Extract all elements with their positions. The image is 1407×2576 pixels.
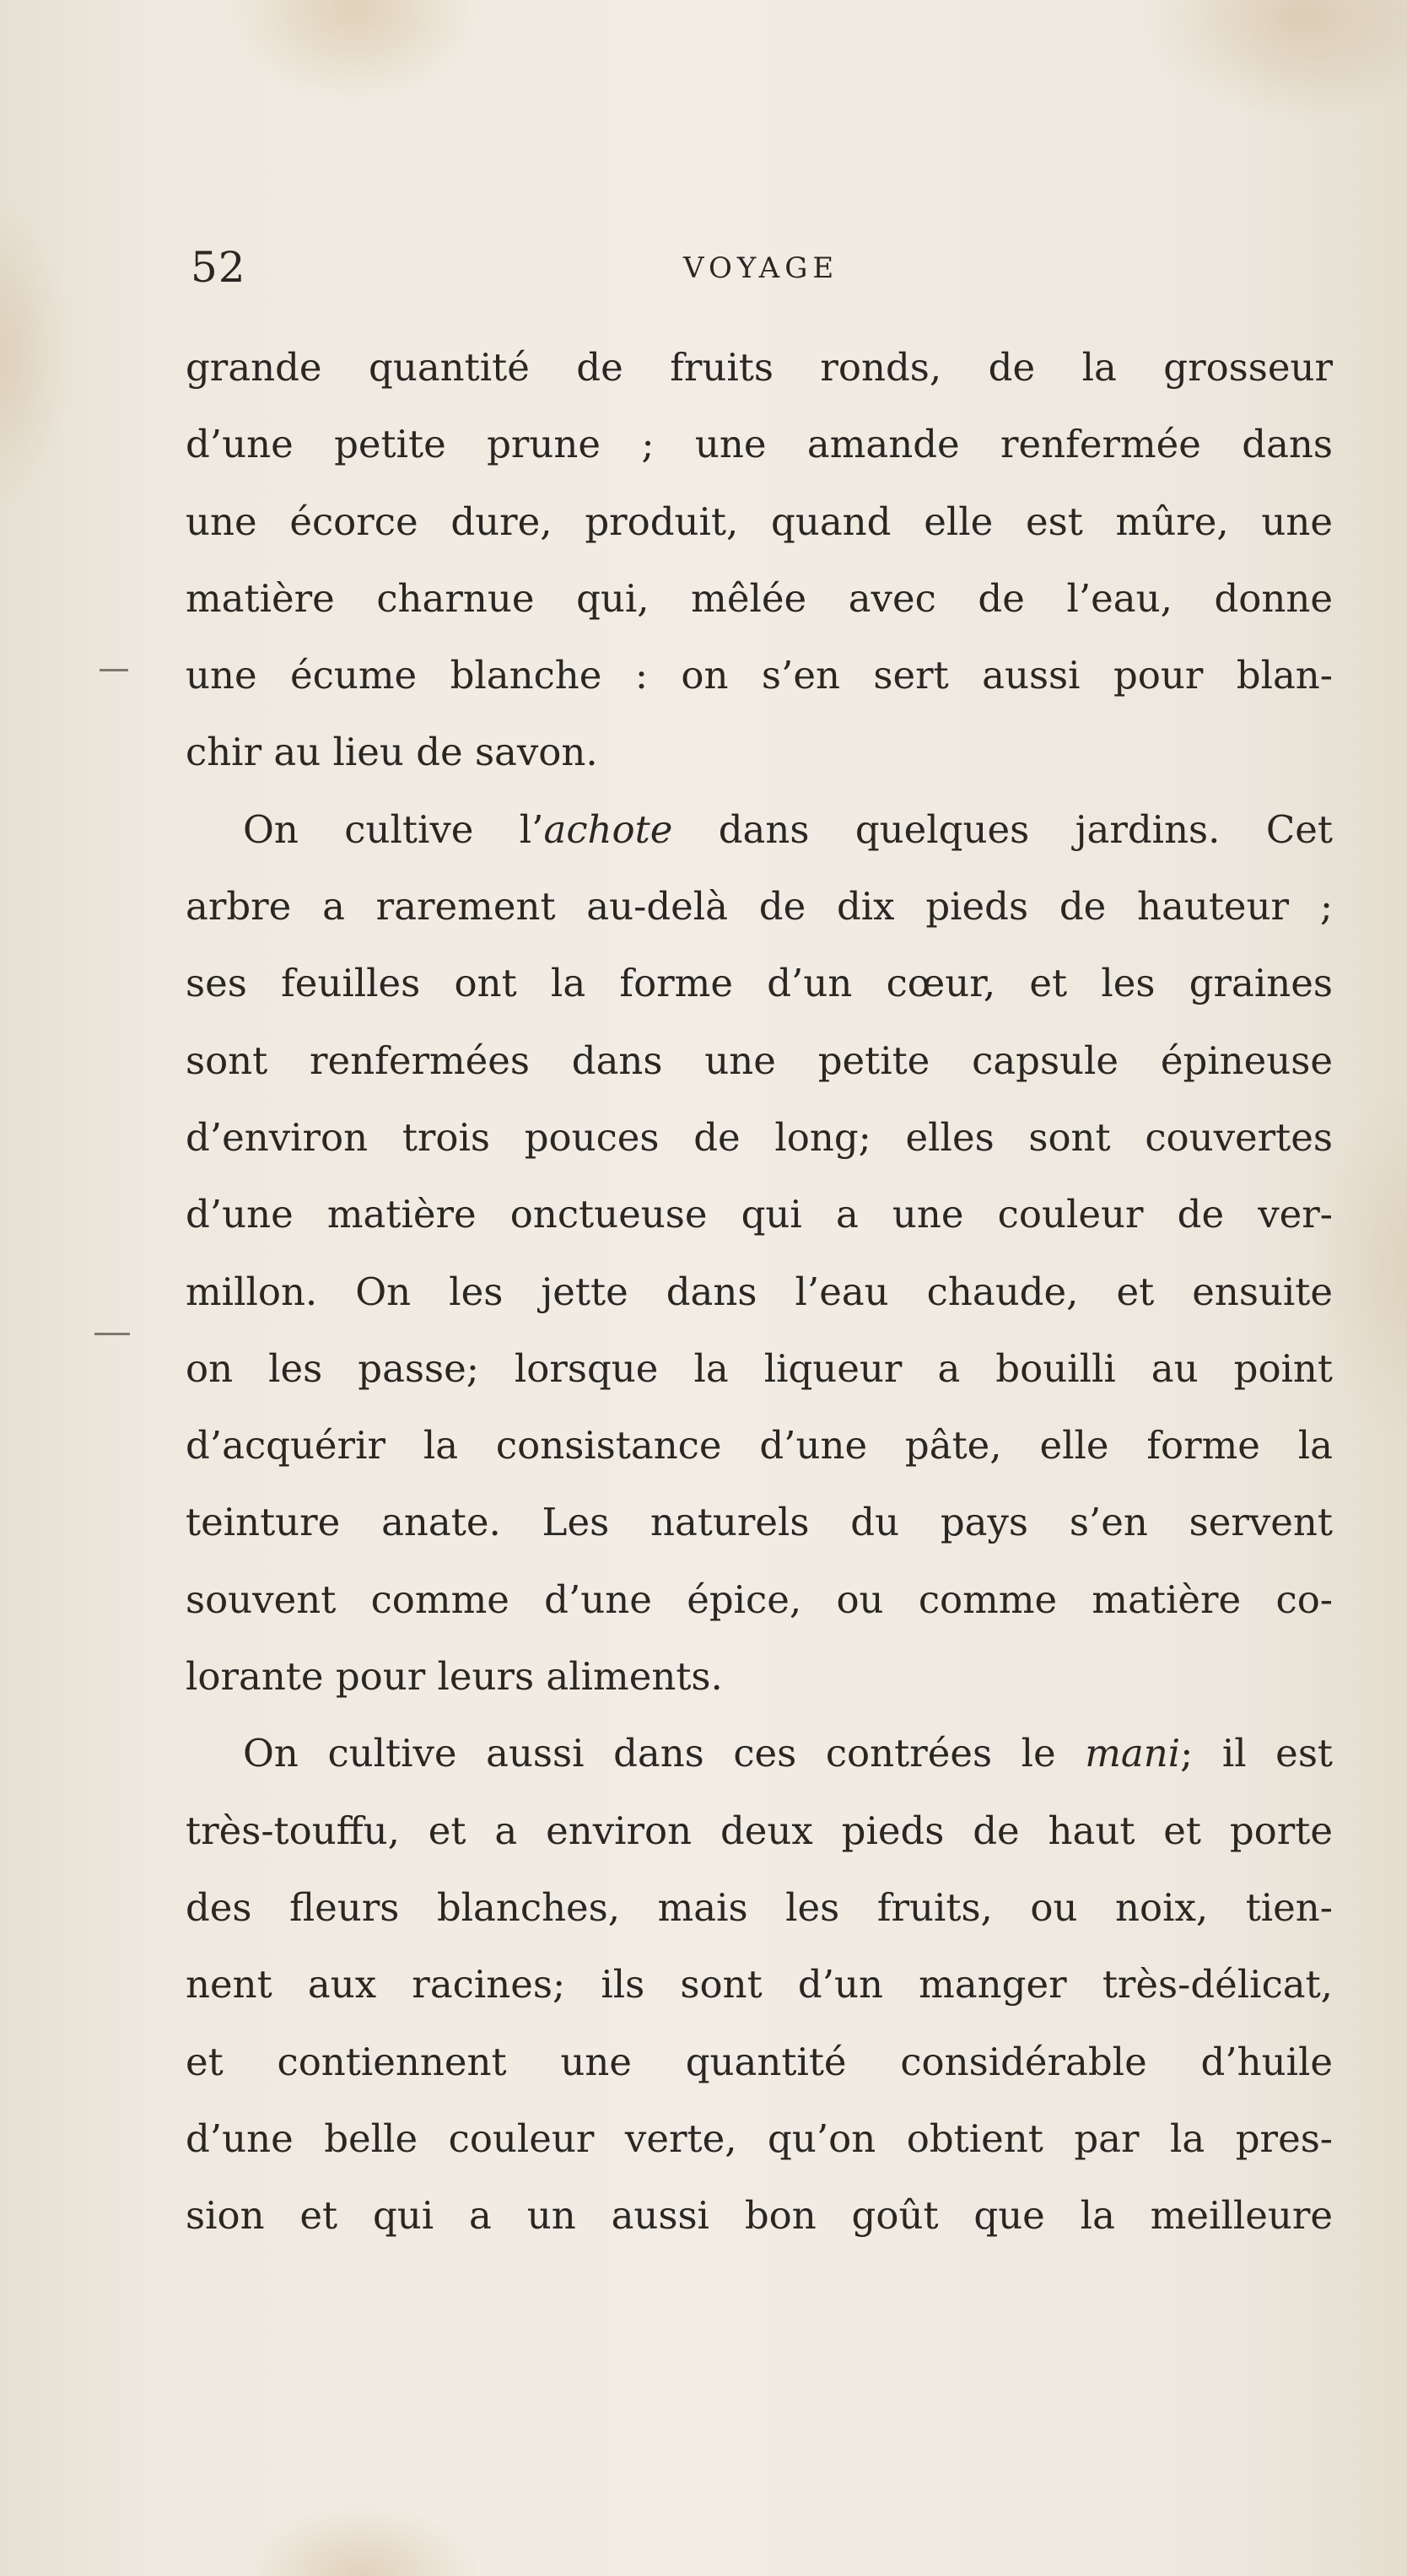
text-line: teinture anate. Les naturels du pays s’en servent [186, 1500, 1333, 1545]
margin-mark [94, 1333, 130, 1335]
margin-mark [100, 669, 128, 671]
text-line: d’une belle couleur verte, qu’on obtient par la pres- [186, 2115, 1333, 2161]
text-line: arbre a rarement au-delà de dix pieds de hauteur ; [186, 884, 1333, 930]
text-line: une écume blanche : on s’en sert aussi pour blan- [186, 653, 1333, 698]
text-line: nent aux racines; ils sont d’un manger très-délicat, [186, 1962, 1333, 2007]
text-line: chir au lieu de savon. [186, 730, 598, 775]
paragraph-start-line: On cultive l’achote dans quelques jardins. Cet [243, 806, 1333, 852]
text-line: souvent comme d’une épice, ou comme matière co- [186, 1576, 1333, 1622]
paragraph-start-line: On cultive aussi dans ces contrées le mani; il est [243, 1731, 1333, 1776]
text-line: lorante pour leurs aliments. [186, 1654, 723, 1700]
text-line: d’une petite prune ; une amande renfermée dans [186, 422, 1333, 467]
text-line: d’une matière onctueuse qui a une couleur de ver- [186, 1192, 1333, 1237]
text-line: d’acquérir la consistance d’une pâte, elle forme la [186, 1423, 1333, 1469]
text-line: millon. On les jette dans l’eau chaude, et ensuite [186, 1269, 1333, 1314]
text-line: ses feuilles ont la forme d’un cœur, et les graines [186, 961, 1333, 1006]
running-title: VOYAGE [683, 251, 839, 285]
text-line: et contiennent une quantité considérable d’huile [186, 2039, 1333, 2084]
text-line: matière charnue qui, mêlée avec de l’eau, donne [186, 575, 1333, 621]
italic-term: achote [543, 806, 673, 852]
page-number: 52 [191, 243, 246, 292]
text-line: très-touffu, et a environ deux pieds de haut et porte [186, 1808, 1333, 1853]
text-line: des fleurs blanches, mais les fruits, ou noix, tien- [186, 1884, 1333, 1930]
italic-term: mani [1085, 1731, 1181, 1776]
text-line: grande quantité de fruits ronds, de la grosseur [186, 345, 1333, 390]
text-line: sont renfermées dans une petite capsule épineuse [186, 1037, 1333, 1083]
body-text [186, 329, 1333, 2254]
text-line: une écorce dure, produit, quand elle est mûre, une [186, 498, 1333, 544]
running-head [191, 238, 1338, 297]
text-line: d’environ trois pouces de long; elles sont couvertes [186, 1114, 1333, 1160]
text-line: sion et qui a un aussi bon goût que la meilleure [186, 2193, 1333, 2239]
text-line: on les passe; lorsque la liqueur a bouilli au point [186, 1345, 1333, 1391]
